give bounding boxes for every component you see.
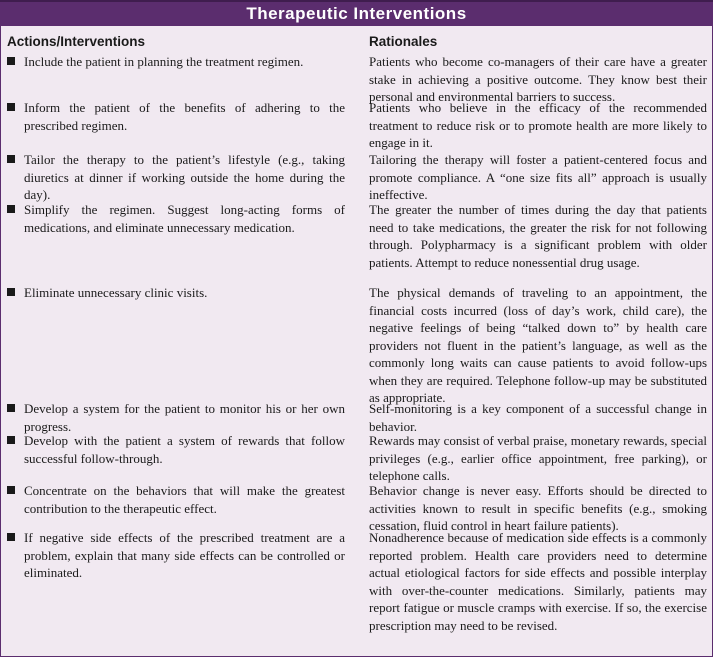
- action-cell: [7, 482, 345, 517]
- square-bullet-icon: [7, 436, 15, 444]
- rationale-cell: Behavior change is never easy. Efforts should be directed to activities known to result in specific benefits (e.g., smoking cessation, fluid control in heart failure patients).: [369, 483, 707, 533]
- rationale-cell: Self-monitoring is a key component of a successful change in behavior.: [369, 401, 707, 434]
- rationale-cell: Nonadherence because of medication side effects is a commonly reported problem. Health care providers need to determine actual etiological factors for side effects and possible interplay with over-the-counter medications. Similarly, patients may report fatigue or muscle cramps with exercise. If so, the exercise prescription may need to be revised.: [369, 530, 707, 633]
- square-bullet-icon: [7, 155, 15, 163]
- action-text: Inform the patient of the benefits of adhering to the prescribed regimen.: [24, 100, 345, 133]
- action-text: Include the patient in planning the treatment regimen.: [24, 54, 304, 69]
- square-bullet-icon: [7, 486, 15, 494]
- rationale-cell: Tailoring the therapy will foster a patient-centered focus and promote compliance. A “one size fits all” approach is usually ineffective.: [369, 152, 707, 202]
- rationales-column-header: Rationales: [369, 34, 438, 49]
- action-cell: [7, 432, 345, 467]
- action-cell: [7, 201, 345, 236]
- rationale-cell: Patients who become co-managers of their care have a greater stake in achieving a positive outcome. They know best their personal and environmental barriers to success.: [369, 54, 707, 104]
- action-text: Concentrate on the behaviors that will make the greatest contribution to the therapeutic effect.: [24, 483, 345, 516]
- action-text: Eliminate unnecessary clinic visits.: [24, 285, 208, 300]
- action-cell: [7, 529, 345, 582]
- square-bullet-icon: [7, 57, 15, 65]
- square-bullet-icon: [7, 404, 15, 412]
- rationale-cell: The physical demands of traveling to an appointment, the financial costs incurred (loss of day’s work, child care), the negative feelings of being “talked down to” by health care providers not fluent in the patient’s language, as well as the commonly long waits can cause patients to avoid follow-ups when they are required. Telephone follow-up may be substituted as appropriate.: [369, 285, 707, 405]
- action-cell: [7, 53, 345, 71]
- action-cell: [7, 151, 345, 204]
- square-bullet-icon: [7, 205, 15, 213]
- action-text: Tailor the therapy to the patient’s lifestyle (e.g., taking diuretics at dinner if working outside the home during the day).: [24, 152, 345, 202]
- action-cell: [7, 284, 345, 302]
- rationale-cell: Patients who believe in the efficacy of the recommended treatment to reduce risk or to promote health are more likely to engage in it.: [369, 100, 707, 150]
- actions-column-header: Actions/Interventions: [7, 34, 146, 49]
- rationale-cell: Rewards may consist of verbal praise, monetary rewards, special privileges (e.g., earlier office appointment, free parking), or telephone calls.: [369, 433, 707, 483]
- title-bar: [0, 0, 713, 26]
- action-text: If negative side effects of the prescribed treatment are a problem, explain that many side effects can be controlled or eliminated.: [24, 530, 345, 580]
- action-text: Develop with the patient a system of rewards that follow successful follow-through.: [24, 433, 345, 466]
- action-text: Simplify the regimen. Suggest long-acting forms of medications, and eliminate unnecessary medication.: [24, 202, 345, 235]
- action-text: Develop a system for the patient to monitor his or her own progress.: [24, 401, 345, 434]
- action-cell: [7, 99, 345, 134]
- page-title: Therapeutic Interventions: [246, 4, 467, 23]
- square-bullet-icon: [7, 288, 15, 296]
- square-bullet-icon: [7, 533, 15, 541]
- action-cell: [7, 400, 345, 435]
- rationale-cell: The greater the number of times during the day that patients need to take medications, the greater the risk for not following through. Polypharmacy is a significant problem with older patients. Attempt to reduce nonessential drug usage.: [369, 202, 707, 270]
- square-bullet-icon: [7, 103, 15, 111]
